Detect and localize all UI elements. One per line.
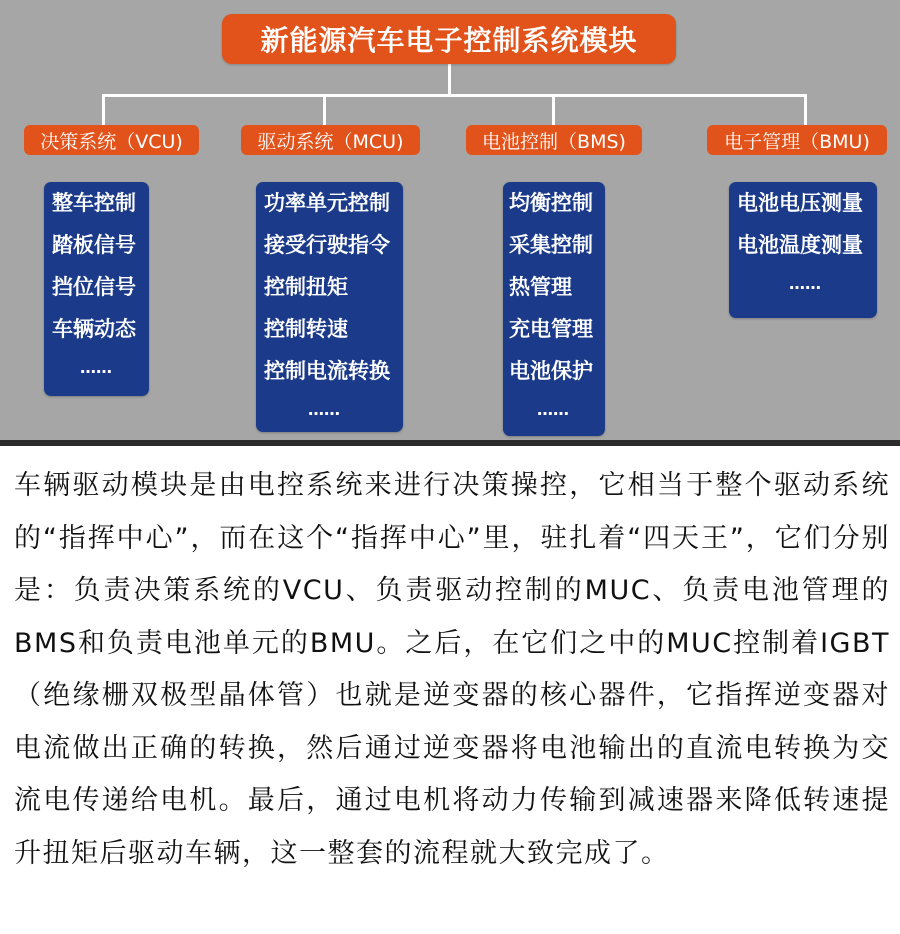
diagram-title: 新能源汽车电子控制系统模块 (222, 14, 676, 64)
vcu-item: 踏板信号 (52, 233, 136, 257)
category-bmu-label: 电子管理（BMU) (707, 125, 887, 155)
bmu-item: 电池温度测量 (737, 233, 863, 257)
bms-item: 电池保护 (509, 359, 593, 383)
bms-item: 均衡控制 (509, 191, 593, 215)
mcu-item: 接受行驶指令 (264, 233, 390, 257)
mcu-item: 控制电流转换 (264, 359, 390, 383)
bmu-item: 电池电压测量 (737, 191, 863, 215)
mcu-item: 功率单元控制 (264, 191, 390, 215)
category-bms-label: 电池控制（BMS) (466, 125, 642, 155)
connector-branch-vcu (102, 94, 105, 125)
mcu-item-ellipsis: …… (308, 400, 340, 419)
vcu-item: 车辆动态 (52, 317, 136, 341)
connector-branch-mcu (323, 94, 326, 125)
vcu-item: 整车控制 (52, 191, 136, 215)
vcu-item-ellipsis: …… (80, 358, 112, 377)
bms-item: 采集控制 (509, 233, 593, 257)
connector-branch-bms (552, 94, 555, 125)
mcu-item: 控制扭矩 (264, 275, 348, 299)
vcu-item: 挡位信号 (52, 275, 136, 299)
module-diagram (0, 0, 900, 440)
mcu-item: 控制转速 (264, 317, 348, 341)
article-paragraph: 车辆驱动模块是由电控系统来进行决策操控，它相当于整个驱动系统的“指挥中心”，而在这个“指挥中心”里，驻扎着“四天王”，它们分别是：负责决策系统的VCU、负责驱动控制的MUC、负责电池管理的BMS和负责电池单元的BMU。之后，在它们之中的MUC控制着IGBT（绝缘栅双极型晶体管）也就是逆变器的核心器件，它指挥逆变器对电流做出正确的转换，然后通过逆变器将电池输出的直流电转换为交流电传递给电机。最后，通过电机将动力传输到减速器来降低转速提升扭矩后驱动车辆，这一整套的流程就大致完成了。 (14, 470, 890, 869)
connector-branch-bmu (804, 94, 807, 125)
category-mcu-box (256, 182, 403, 432)
category-bms-box (503, 182, 605, 436)
category-vcu-box (44, 182, 149, 396)
bms-item: 热管理 (509, 275, 572, 299)
category-vcu-label: 决策系统（VCU) (24, 125, 199, 155)
category-bmu-box (729, 182, 877, 318)
bms-item-ellipsis: …… (537, 400, 569, 419)
separator-bar (0, 440, 900, 446)
bmu-item-ellipsis: …… (789, 274, 821, 293)
connector-trunk (448, 64, 451, 95)
bms-item: 充电管理 (509, 317, 593, 341)
category-mcu-label: 驱动系统（MCU) (241, 125, 420, 155)
connector-horizontal (102, 94, 807, 97)
